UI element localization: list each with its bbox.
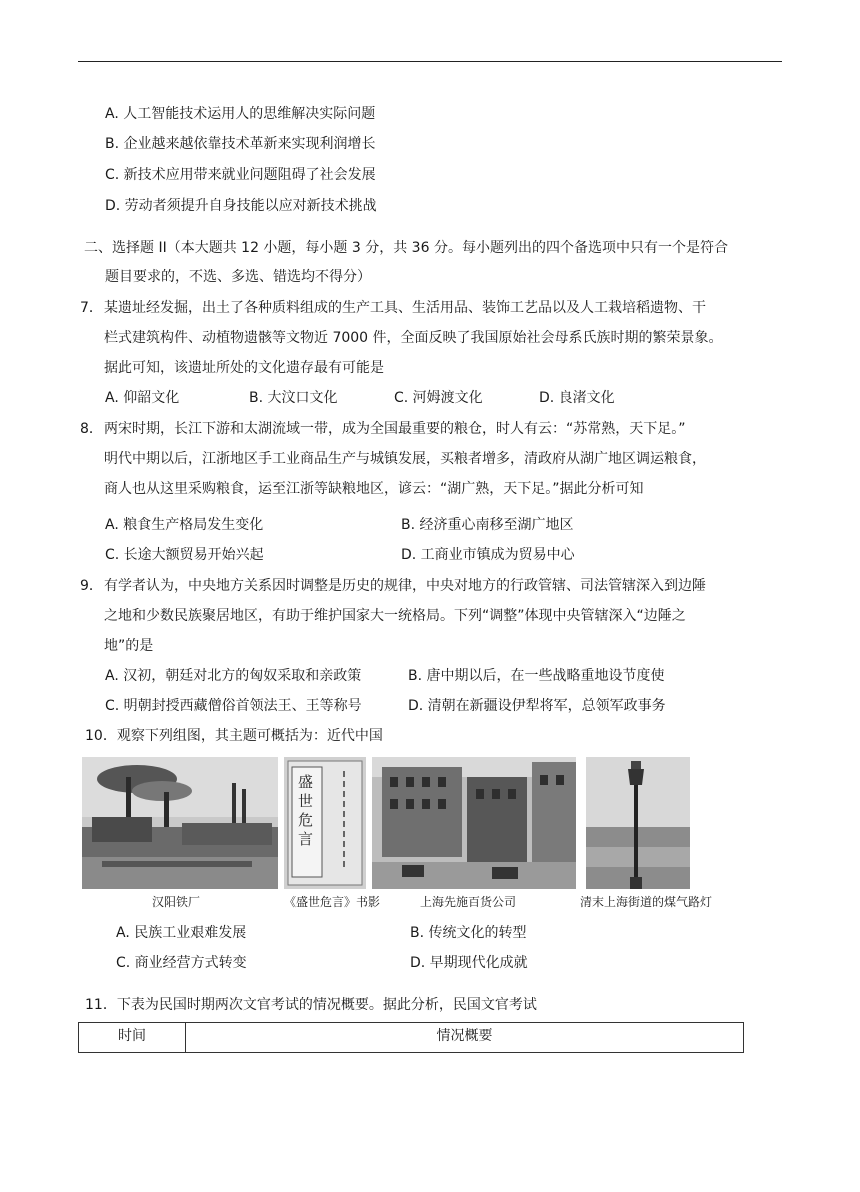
q8-stem-line: 两宋时期，长江下游和太湖流域一带，成为全国最重要的粮仓，时人有云：“苏常熟，天下足。”: [104, 421, 686, 437]
q6-option-d[interactable]: D. 劳动者须提升自身技能以应对新技术挑战: [105, 198, 377, 214]
sincere-department-store-photo: [372, 757, 576, 889]
q7-option-a[interactable]: A. 仰韶文化: [105, 390, 180, 406]
q8-stem-line: 明代中期以后，江浙地区手工业商品生产与城镇发展，买粮者增多，清政府从湖广地区调运粮食，: [104, 451, 706, 467]
q9-option-d[interactable]: D. 清朝在新疆设伊犁将军，总领军政事务: [408, 698, 666, 714]
q6-option-b[interactable]: B. 企业越来越依靠技术革新来实现利润增长: [105, 136, 376, 152]
book-cover-photo: [284, 757, 366, 889]
q6-option-c[interactable]: C. 新技术应用带来就业问题阻碍了社会发展: [105, 167, 376, 183]
q11-stem: 11．下表为民国时期两次文官考试的情况概要。据此分析，民国文官考试: [85, 997, 537, 1013]
photo-caption: 汉阳铁厂: [152, 895, 201, 909]
book-title-text: 盛世危言: [298, 773, 314, 848]
q7-stem-line: 栏式建筑构件、动植物遗骸等文物近 7000 件，全面反映了我国原始社会母系氏族时期的繁荣景象。: [104, 330, 723, 346]
exam-summary-table: [78, 1022, 744, 1053]
q8-option-d[interactable]: D. 工商业市镇成为贸易中心: [401, 547, 575, 563]
q9-stem-line: 地”的是: [104, 638, 154, 654]
q9-stem-line: 之地和少数民族聚居地区，有助于维护国家大一统格局。下列“调整”体现中央管辖深入“边陲之: [104, 608, 686, 624]
q7-option-c[interactable]: C. 河姆渡文化: [394, 390, 483, 406]
q7-stem-line: 某遗址经发掘，出土了各种质料组成的生产工具、生活用品、装饰工艺品以及人工栽培稻遗物、干: [104, 300, 706, 316]
q9-number: 9．: [80, 578, 103, 594]
q8-number: 8．: [80, 421, 103, 437]
q10-stem: 10．观察下列组图，其主题可概括为：近代中国: [85, 728, 383, 744]
q8-option-a[interactable]: A. 粮食生产格局发生变化: [105, 517, 264, 533]
q9-option-c[interactable]: C. 明朝封授西藏僧俗首领法王、王等称号: [105, 698, 362, 714]
q7-option-b[interactable]: B. 大汶口文化: [249, 390, 338, 406]
gas-street-lamp-photo: [586, 757, 690, 889]
hanyang-ironworks-photo: [82, 757, 278, 889]
q8-stem-line: 商人也从这里采购粮食，运至江浙等缺粮地区，谚云：“湖广熟，天下足。”据此分析可知: [104, 481, 644, 497]
q7-stem-line: 据此可知，该遗址所处的文化遗存最有可能是: [104, 360, 384, 376]
table-header-summary: 情况概要: [186, 1023, 744, 1053]
section2-heading-cont: 题目要求的，不选、多选、错选均不得分）: [105, 269, 371, 285]
photo-caption: 《盛世危言》书影: [284, 895, 381, 909]
q10-option-c[interactable]: C. 商业经营方式转变: [116, 955, 247, 971]
q9-option-a[interactable]: A. 汉初，朝廷对北方的匈奴采取和亲政策: [105, 668, 362, 684]
header-rule: [78, 61, 782, 62]
q10-option-a[interactable]: A. 民族工业艰难发展: [116, 925, 247, 941]
table-header-time: 时间: [79, 1023, 186, 1053]
q6-option-a[interactable]: A. 人工智能技术运用人的思维解决实际问题: [105, 106, 376, 122]
section2-heading: 二、选择题 II（本大题共 12 小题，每小题 3 分，共 36 分。每小题列出的四个备选项中只有一个是符合: [84, 240, 728, 256]
q8-option-b[interactable]: B. 经济重心南移至湖广地区: [401, 517, 574, 533]
q7-number: 7．: [80, 300, 103, 316]
photo-caption: 清末上海街道的煤气路灯: [580, 895, 713, 909]
photo-caption: 上海先施百货公司: [420, 895, 517, 909]
q8-option-c[interactable]: C. 长途大额贸易开始兴起: [105, 547, 264, 563]
q7-option-d[interactable]: D. 良渚文化: [539, 390, 615, 406]
q10-option-b[interactable]: B. 传统文化的转型: [410, 925, 527, 941]
q9-option-b[interactable]: B. 唐中期以后，在一些战略重地设节度使: [408, 668, 665, 684]
table-header-row: [79, 1023, 744, 1053]
q9-stem-line: 有学者认为，中央地方关系因时调整是历史的规律，中央对地方的行政管辖、司法管辖深入到边陲: [104, 578, 706, 594]
q10-option-d[interactable]: D. 早期现代化成就: [410, 955, 528, 971]
